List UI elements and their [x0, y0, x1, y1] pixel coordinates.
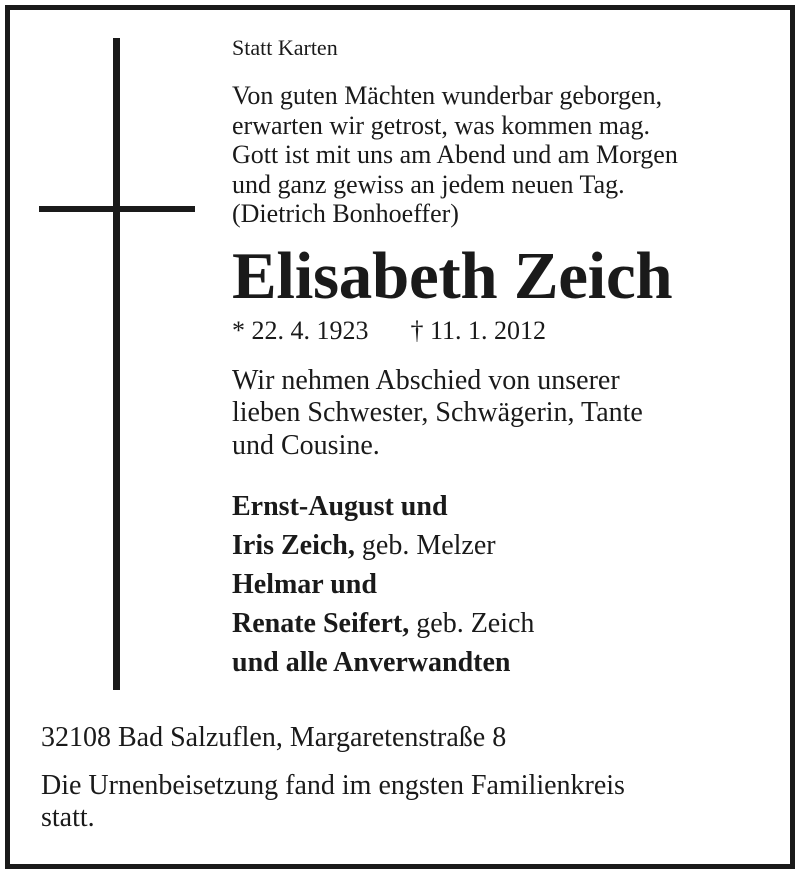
- obituary-main-column: [232, 34, 772, 682]
- mourner-line: [232, 604, 772, 643]
- verse-line: und ganz gewiss an jedem neuen Tag.: [232, 169, 625, 199]
- obituary-footer: [41, 722, 781, 834]
- address: 32108 Bad Salzuflen, Margaretenstraße 8: [41, 722, 507, 753]
- verse-attribution: (Dietrich Bonhoeffer): [232, 199, 459, 228]
- cross-icon-horizontal-bar: [39, 206, 195, 212]
- mourner-maiden-name: geb. Zeich: [409, 608, 535, 639]
- death-date: † 11. 1. 2012: [410, 315, 547, 345]
- mourner-name: Iris Zeich,: [232, 530, 355, 561]
- farewell-line: und Cousine.: [232, 429, 380, 461]
- burial-notice: [41, 770, 781, 834]
- mourner-line: Ernst-August und: [232, 491, 448, 522]
- bonhoeffer-verse: [232, 81, 772, 229]
- cross-icon-vertical-bar: [113, 38, 120, 690]
- farewell-line: Wir nehmen Abschied von unserer: [232, 364, 620, 396]
- deceased-name: Elisabeth Zeich: [232, 238, 673, 313]
- mourner-line: Helmar und: [232, 569, 377, 600]
- notice-line: statt.: [41, 802, 95, 833]
- farewell-line: lieben Schwester, Schwägerin, Tante: [232, 397, 643, 428]
- verse-line: Gott ist mit uns am Abend und am Morgen: [232, 140, 678, 169]
- verse-line: erwarten wir getrost, was kommen mag.: [232, 110, 651, 140]
- farewell-text: [232, 365, 772, 463]
- mourners-list: [232, 487, 772, 682]
- mourner-maiden-name: geb. Melzer: [354, 530, 496, 561]
- notice-line: Die Urnenbeisetzung fand im engsten Familienkreis: [41, 770, 625, 801]
- statt-karten-label: Statt Karten: [232, 35, 338, 60]
- verse-line: Von guten Mächten wunderbar geborgen,: [232, 81, 663, 110]
- mourner-name: Renate Seifert,: [232, 608, 410, 639]
- mourner-line: und alle Anverwandten: [232, 647, 511, 678]
- life-dates: [232, 316, 772, 346]
- mourner-line: [232, 526, 772, 565]
- birth-date: * 22. 4. 1923: [232, 315, 369, 345]
